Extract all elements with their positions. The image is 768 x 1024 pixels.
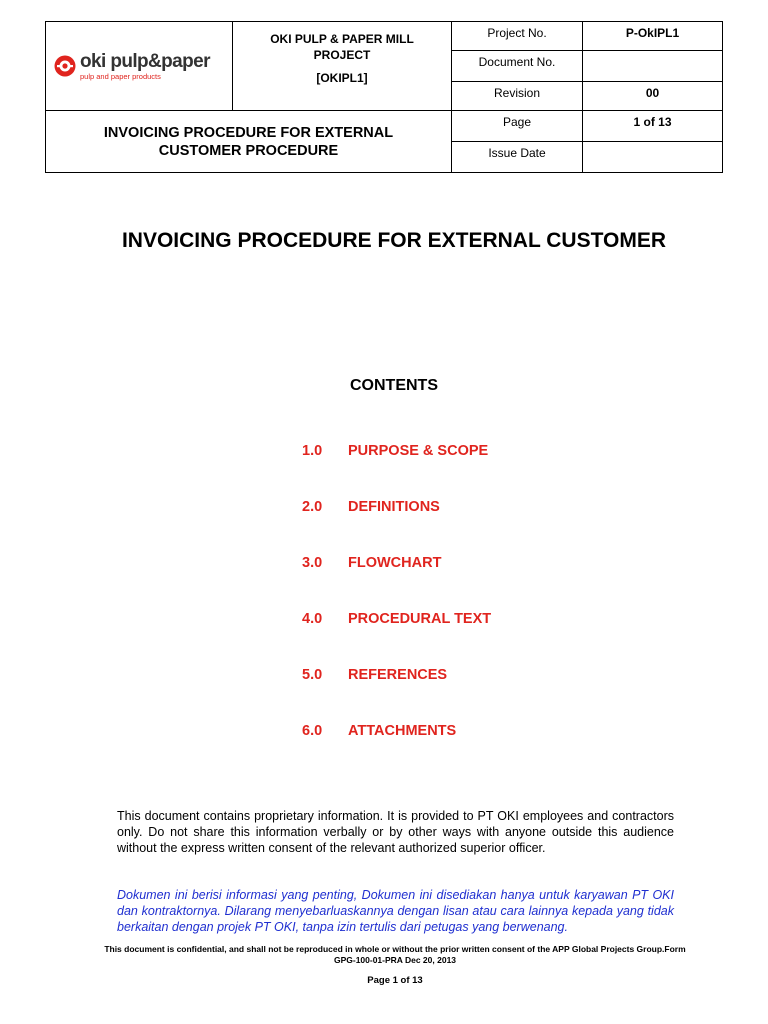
document-header-table xyxy=(45,21,723,173)
toc-item-number: 2.0 xyxy=(302,499,323,515)
confidentiality-notice-indonesian: Dokumen ini berisi informasi yang penting, Dokumen ini disediakan hanya untuk karyawan PT OKI dan kontraktornya. Dilarang menyebarluaskannya dengan lisan atau cara lainnya kepada yang tidak berkaitan dengan projek PT OKI, tanpa izin tertulis dari petugas yang berwenang. xyxy=(117,888,674,934)
toc-item-label: REFERENCES xyxy=(348,667,448,683)
toc-item-number: 1.0 xyxy=(302,443,323,459)
page-label: Page xyxy=(452,111,583,142)
toc-item-label: ATTACHMENTS xyxy=(348,723,457,739)
contents-heading: CONTENTS xyxy=(350,377,438,394)
toc-item-attachments[interactable] xyxy=(302,723,491,779)
toc-item-number: 5.0 xyxy=(302,667,323,683)
oki-logo-icon xyxy=(54,55,76,77)
project-name-cell xyxy=(233,22,452,111)
logo-name: oki pulp&paper xyxy=(80,50,210,72)
project-line-1: OKI PULP & PAPER MILL xyxy=(270,32,414,46)
toc-item-flowchart[interactable] xyxy=(302,555,491,611)
project-no-label: Project No. xyxy=(452,22,583,51)
document-title-line-2: CUSTOMER PROCEDURE xyxy=(158,142,339,159)
document-no-value xyxy=(583,51,723,82)
footer-confidentiality-note: This document is confidential, and shall not be reproduced in whole or without the prior written consent of the APP Global Projects Group.Form GPG-100-01-PRA Dec 20, 2013 xyxy=(104,944,686,965)
toc-item-number: 6.0 xyxy=(302,723,323,739)
toc-item-procedural-text[interactable] xyxy=(302,611,491,667)
project-code: [OKIPL1] xyxy=(316,71,368,85)
document-title-line-1: INVOICING PROCEDURE FOR EXTERNAL xyxy=(103,124,394,141)
toc-item-references[interactable] xyxy=(302,667,491,723)
toc-item-label: PURPOSE & SCOPE xyxy=(348,443,489,459)
table-of-contents xyxy=(302,443,491,779)
page-number-footer: Page 1 of 13 xyxy=(367,975,423,986)
toc-item-number: 4.0 xyxy=(302,611,323,627)
document-title-cell xyxy=(46,111,452,173)
confidentiality-notice-english: This document contains proprietary information. It is provided to PT OKI employees and contractors only. Do not share this information verbally or by other ways with anyone outside this audience without the express written consent of the relevant authorized superior officer. xyxy=(117,809,674,855)
main-title: INVOICING PROCEDURE FOR EXTERNAL CUSTOMER xyxy=(121,229,667,252)
toc-item-number: 3.0 xyxy=(302,555,323,571)
toc-item-label: PROCEDURAL TEXT xyxy=(348,611,492,627)
toc-item-label: FLOWCHART xyxy=(348,555,442,571)
toc-item-label: DEFINITIONS xyxy=(348,499,440,515)
logo-cell xyxy=(46,22,233,111)
project-line-2: PROJECT xyxy=(313,48,371,62)
revision-label: Revision xyxy=(452,82,583,111)
revision-value: 00 xyxy=(583,82,723,111)
toc-item-definitions[interactable] xyxy=(302,499,491,555)
issue-date-label: Issue Date xyxy=(452,142,583,173)
issue-date-value xyxy=(583,142,723,173)
logo-tagline: pulp and paper products xyxy=(80,71,161,81)
company-logo xyxy=(46,52,232,81)
toc-item-purpose-scope[interactable] xyxy=(302,443,491,499)
project-no-value: P-OkIPL1 xyxy=(583,22,723,51)
page-value: 1 of 13 xyxy=(583,111,723,142)
document-no-label: Document No. xyxy=(452,51,583,82)
